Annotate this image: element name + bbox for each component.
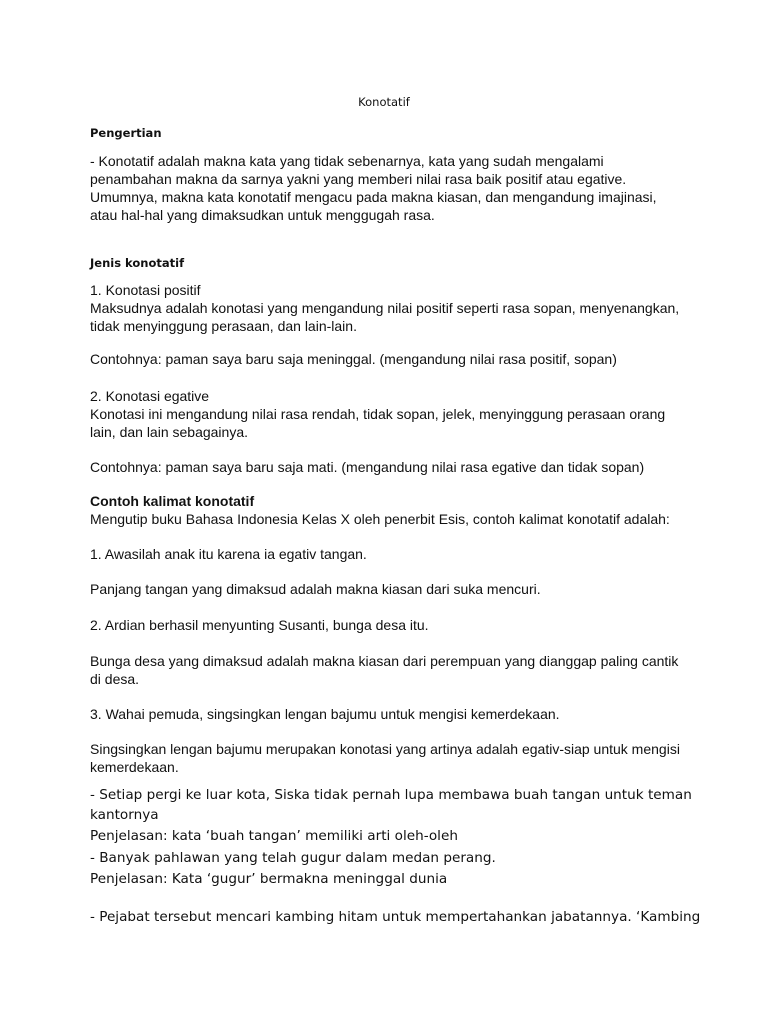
- document-title: Konotatif: [358, 95, 410, 109]
- example-3-explanation-2: kemerdekaan.: [90, 759, 179, 775]
- pengertian-line-2: penambahan makna da sarnya yakni yang memberi nilai rasa baik positif atau egative.: [90, 171, 627, 187]
- contoh-heading: Contoh kalimat konotatif: [90, 493, 255, 509]
- pengertian-line-1: - Konotatif adalah makna kata yang tidak sebenarnya, kata yang sudah mengalami: [90, 153, 604, 169]
- example-2-explanation-2: di desa.: [90, 671, 140, 687]
- example-1: 1. Awasilah anak itu karena ia egativ tangan.: [90, 546, 367, 562]
- extra-line-4: - Banyak pahlawan yang telah gugur dalam medan perang.: [90, 850, 496, 866]
- pengertian-line-3: Umumnya, makna kata konotatif mengacu pada makna kiasan, dan mengandung imajinasi,: [90, 189, 657, 205]
- extra-line-2: kantornya: [90, 807, 159, 823]
- pengertian-heading: Pengertian: [90, 126, 162, 140]
- egative-example: Contohnya: paman saya baru saja mati. (mengandung nilai rasa egative dan tidak sopan): [90, 459, 645, 475]
- positif-line-1: 1. Konotasi positif: [90, 282, 201, 298]
- last-line: - Pejabat tersebut mencari kambing hitam untuk mempertahankan jabatannya. ‘Kambing: [90, 909, 701, 925]
- example-3: 3. Wahai pemuda, singsingkan lengan bajumu untuk mengisi kemerdekaan.: [90, 706, 560, 722]
- jenis-heading: Jenis konotatif: [90, 256, 185, 270]
- egative-line-3: lain, dan lain sebagainya.: [90, 424, 249, 440]
- example-1-explanation: Panjang tangan yang dimaksud adalah makna kiasan dari suka mencuri.: [90, 581, 541, 597]
- example-3-explanation-1: Singsingkan lengan bajumu merupakan konotasi yang artinya adalah egativ-siap untuk mengisi: [90, 741, 680, 757]
- positif-example: Contohnya: paman saya baru saja meninggal. (mengandung nilai rasa positif, sopan): [90, 351, 617, 367]
- positif-line-2: Maksudnya adalah konotasi yang mengandung nilai positif seperti rasa sopan, menyenangkan,: [90, 300, 680, 316]
- positif-line-3: tidak menyinggung perasaan, dan lain-lain.: [90, 318, 357, 334]
- extra-line-5: Penjelasan: Kata ‘gugur’ bermakna meninggal dunia: [90, 871, 448, 887]
- egative-line-1: 2. Konotasi egative: [90, 388, 210, 404]
- example-2: 2. Ardian berhasil menyunting Susanti, bunga desa itu.: [90, 617, 429, 633]
- egative-line-2: Konotasi ini mengandung nilai rasa rendah, tidak sopan, jelek, menyinggung perasaan orang: [90, 406, 666, 422]
- example-2-explanation-1: Bunga desa yang dimaksud adalah makna kiasan dari perempuan yang dianggap paling cantik: [90, 653, 679, 669]
- contoh-intro: Mengutip buku Bahasa Indonesia Kelas X oleh penerbit Esis, contoh kalimat konotatif adalah:: [90, 511, 670, 527]
- pengertian-line-4: atau hal-hal yang dimaksudkan untuk menggugah rasa.: [90, 207, 435, 223]
- extra-line-3: Penjelasan: kata ‘buah tangan’ memiliki arti oleh-oleh: [90, 828, 458, 844]
- extra-line-1: - Setiap pergi ke luar kota, Siska tidak pernah lupa membawa buah tangan untuk teman: [90, 787, 692, 803]
